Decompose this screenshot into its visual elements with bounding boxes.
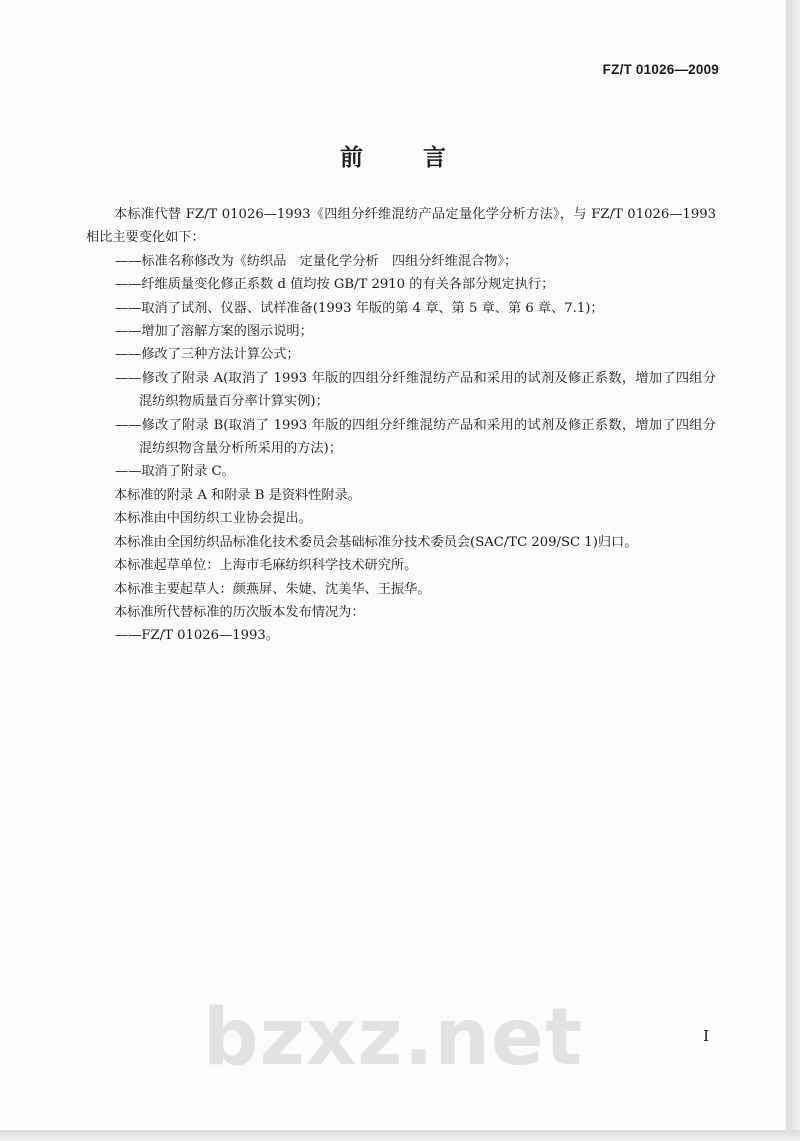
history-item-1: ——FZ/T 01026—1993。 bbox=[115, 628, 280, 644]
watermark: bzxz.net bbox=[202, 993, 584, 1083]
history-intro: 本标准所代替标准的历次版本发布情况为： bbox=[114, 604, 365, 620]
intro-paragraph: 本标准代替 FZ/T 01026—1993《四组分纤维混纺产品定量化学分析方法》，与 FZ/T 01026—1993 相比主要变化如下： bbox=[86, 207, 716, 246]
appendix-note: 本标准的附录 A 和附录 B 是资料性附录。 bbox=[114, 487, 361, 503]
page-edge-shadow bbox=[786, 0, 800, 1141]
change-item-6: ——修改了附录 A(取消了 1993 年版的四组分纤维混纺产品和采用的试剂及修正系数，增加了四组分混纺织物质量百分率计算实例)； bbox=[115, 370, 716, 410]
change-item-3: ——取消了试剂、仪器、试样准备(1993 年版的第 4 章、第 5 章、第 6 章、7.1)； bbox=[115, 300, 604, 316]
page-number: I bbox=[703, 1027, 709, 1045]
change-item-7: ——修改了附录 B(取消了 1993 年版的四组分纤维混纺产品和采用的试剂及修正系数，增加了四组分混纺织物含量分析所采用的方法)； bbox=[115, 417, 716, 457]
page-title: 前 言 bbox=[339, 145, 472, 171]
standard-code: FZ/T 01026—2009 bbox=[602, 62, 719, 77]
drafting-unit: 本标准起草单位：上海市毛麻纺织科学技术研究所。 bbox=[114, 558, 418, 574]
proposed-by: 本标准由中国纺织工业协会提出。 bbox=[114, 511, 312, 527]
change-item-2: ——纤维质量变化修正系数 d 值均按 GB/T 2910 的有关各部分规定执行； bbox=[115, 277, 555, 293]
change-item-8: ——取消了附录 C。 bbox=[115, 464, 235, 480]
change-item-1: ——标准名称修改为《纺织品 定量化学分析 四组分纤维混合物》； bbox=[115, 253, 518, 269]
change-item-5: ——修改了三种方法计算公式； bbox=[115, 347, 300, 363]
change-item-4: ——增加了溶解方案的图示说明； bbox=[115, 324, 313, 340]
centralized-by: 本标准由全国纺织品标准化技术委员会基础标准分技术委员会(SAC/TC 209/SC 1)归口。 bbox=[114, 534, 638, 550]
page-bottom-shadow bbox=[0, 1130, 800, 1141]
drafters: 本标准主要起草人：颜燕屏、朱婕、沈美华、王振华。 bbox=[114, 581, 431, 597]
foreword-body bbox=[86, 203, 716, 648]
